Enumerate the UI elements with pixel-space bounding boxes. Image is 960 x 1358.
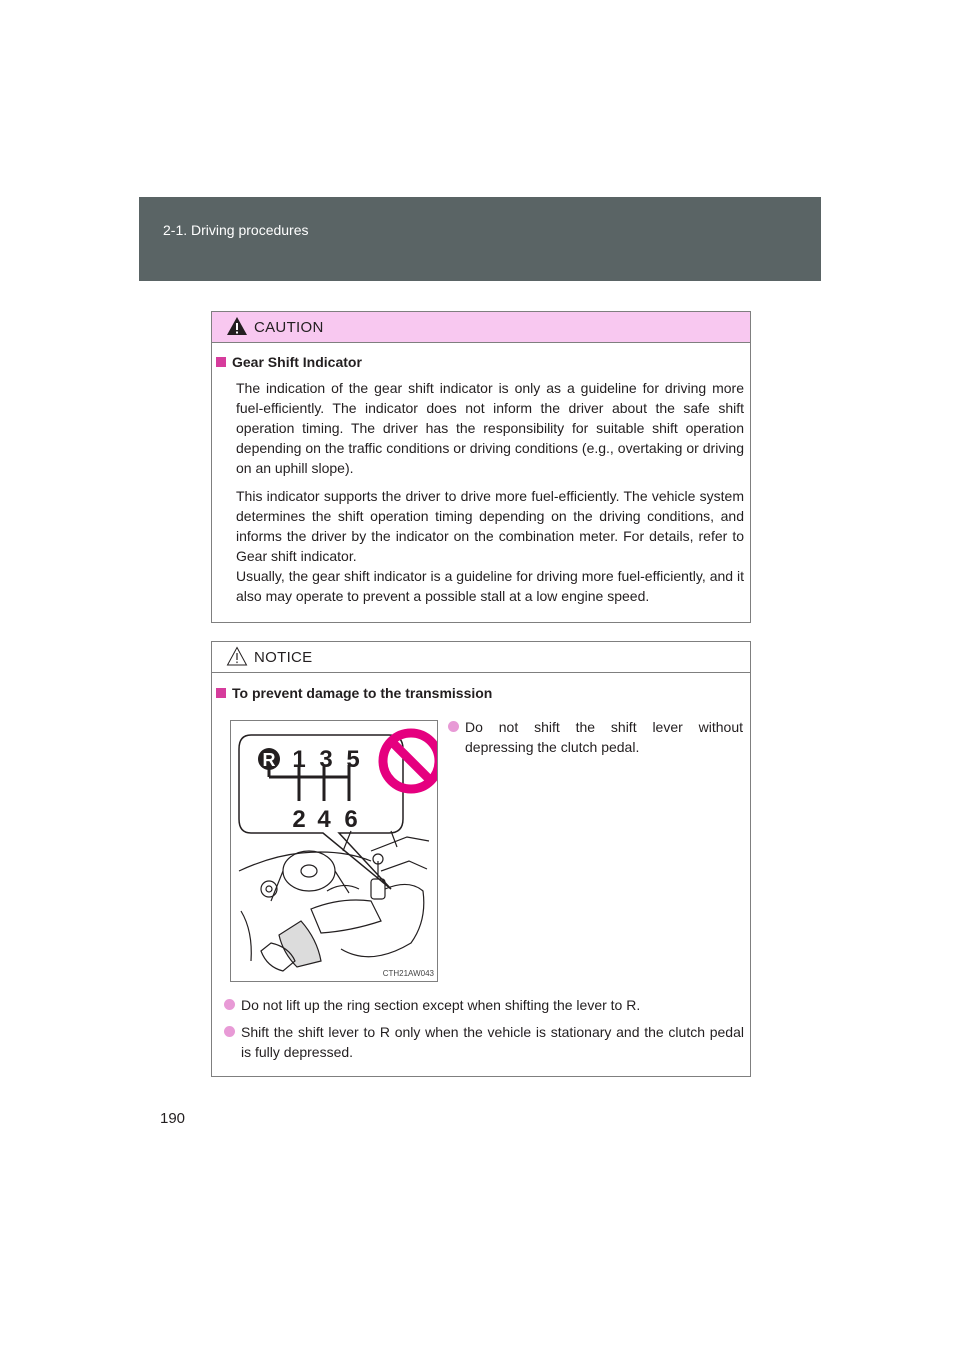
caution-label: CAUTION	[254, 319, 324, 336]
caution-paragraph: Usually, the gear shift indicator is a guideline for driving more fuel-efficiently, and it also may operate to prevent a possible stall at a low engine speed.	[236, 568, 744, 604]
caution-paragraph: This indicator supports the driver to drive more fuel-efficiently. The vehicle system determines the shift operation timing depending on the driving conditions, and informs the driver by the indicator on the combination meter. For details, refer to Gear shift indicator.	[236, 488, 744, 564]
bullet-dot-icon	[224, 999, 235, 1010]
notice-bullet-text: Do not shift the shift lever without depressing the clutch pedal.	[465, 719, 743, 755]
gear-6-label: 6	[344, 806, 358, 833]
shift-pattern-illustration	[230, 720, 438, 982]
notice-section-title	[216, 685, 492, 701]
shift-lever-drawing	[231, 721, 437, 981]
notice-label: NOTICE	[254, 649, 313, 666]
caution-header	[212, 312, 750, 343]
warning-icon	[226, 316, 248, 336]
warning-outline-icon	[226, 646, 248, 666]
gear-3-label: 3	[319, 746, 333, 773]
square-marker-icon	[216, 688, 226, 698]
notice-section-title-text: To prevent damage to the transmission	[232, 685, 493, 701]
caution-box	[211, 311, 751, 623]
notice-bullet	[448, 717, 743, 757]
notice-bullet-text: Do not lift up the ring section except when shifting the lever to R.	[241, 997, 641, 1013]
notice-bullet	[224, 995, 744, 1015]
gear-5-label: 5	[346, 746, 360, 773]
bullet-dot-icon	[448, 721, 459, 732]
caution-paragraph: The indication of the gear shift indicator is only as a guideline for driving more fuel-efficiently. The indicator does not inform the driver about the safe shift operation timing. The driver has the responsibility for suitable shift operation depending on the traffic conditions or driving conditions (e.g., overtaking or driving on an uphill slope).	[236, 380, 744, 476]
notice-header	[212, 642, 750, 673]
gear-4-label: 4	[317, 806, 331, 833]
gear-2-label: 2	[292, 806, 306, 833]
page-header	[139, 197, 821, 281]
notice-bullet	[224, 1022, 744, 1062]
caution-section-title-text: Gear Shift Indicator	[232, 354, 362, 370]
bullet-dot-icon	[224, 1026, 235, 1037]
square-marker-icon	[216, 357, 226, 367]
page-number: 190	[160, 1110, 186, 1127]
notice-box	[211, 641, 751, 1077]
figure-code: CTH21AW043	[382, 969, 434, 978]
gear-1-label: 1	[292, 746, 306, 773]
notice-bullet-text: Shift the shift lever to R only when the vehicle is stationary and the clutch pedal is fully depressed.	[241, 1024, 744, 1060]
gear-r-label: R	[262, 750, 276, 770]
caution-section-title	[216, 354, 362, 370]
section-title: 2-1. Driving procedures	[163, 222, 309, 238]
